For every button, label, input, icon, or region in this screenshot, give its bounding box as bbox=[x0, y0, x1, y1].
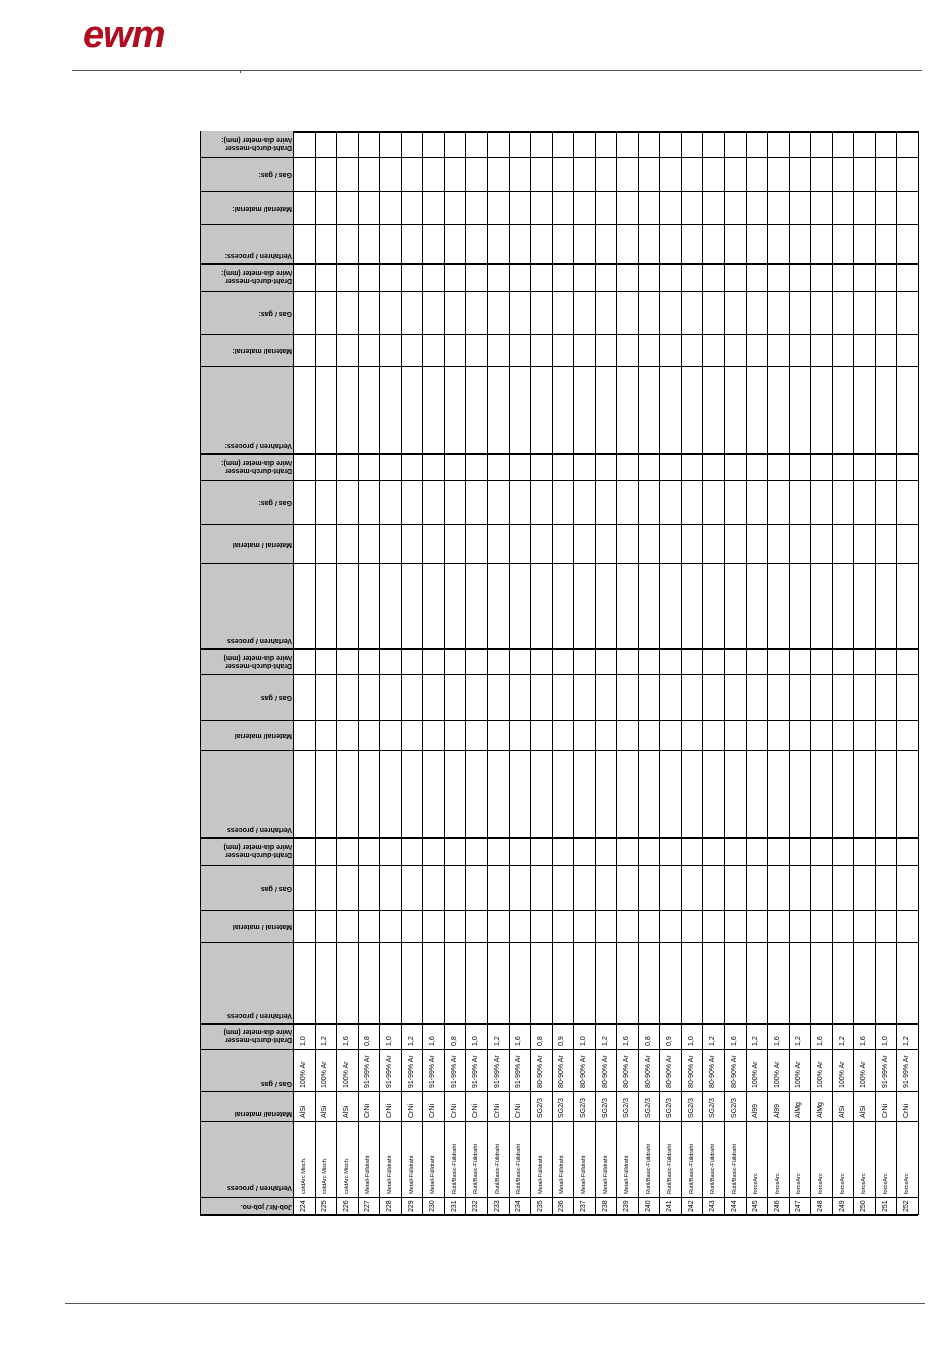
label-gas-line: Gas / gas bbox=[260, 884, 292, 892]
column-line bbox=[659, 131, 660, 1215]
ewm-logo: ewm bbox=[83, 14, 165, 56]
cell-gas: 91-99% Ar bbox=[881, 1055, 889, 1088]
label-column bbox=[200, 131, 293, 1215]
label-material-line: Material / material bbox=[232, 540, 292, 548]
header-rule bbox=[72, 70, 922, 71]
label-wire-diameter-line: /wire dia-meter (mm): bbox=[221, 269, 292, 276]
column-line bbox=[832, 131, 833, 1215]
cell-process: Metall-Fülldraht bbox=[365, 1155, 372, 1194]
label-wire-diameter bbox=[202, 458, 292, 474]
column-line bbox=[379, 131, 380, 1215]
cell-gas: 91-99% Ar bbox=[429, 1055, 437, 1088]
cell-wire: 1,2 bbox=[752, 1036, 760, 1046]
cell-process: Rutil/Basic-Fülldraht bbox=[494, 1143, 501, 1194]
label-process bbox=[202, 636, 292, 644]
cell-material: CrNi bbox=[903, 1104, 911, 1118]
header-rule-tick bbox=[240, 70, 241, 73]
cell-gas: 91-99% Ar bbox=[364, 1055, 372, 1088]
label-material bbox=[202, 731, 292, 739]
cell-material: AlMg bbox=[795, 1102, 803, 1118]
cell-job: 234 bbox=[515, 1200, 523, 1212]
column-line bbox=[465, 131, 466, 1215]
label-wire-diameter-line: /wire dia-meter (mm) bbox=[223, 1028, 292, 1035]
label-material-line: Material/ material: bbox=[232, 347, 292, 354]
label-wire-diameter-line: Draht-durch-messer bbox=[225, 1036, 292, 1043]
column-line bbox=[875, 131, 876, 1215]
cell-job: 230 bbox=[429, 1200, 437, 1212]
cell-material: AlMg bbox=[817, 1102, 825, 1118]
label-process-line: Verfahren / process bbox=[227, 637, 292, 644]
cell-job: 243 bbox=[709, 1200, 717, 1212]
cell-job: 241 bbox=[666, 1200, 674, 1212]
cell-material: CrNi bbox=[493, 1104, 501, 1118]
cell-gas: 80-90% Ar bbox=[558, 1055, 566, 1088]
cell-material: SG2/3 bbox=[579, 1098, 587, 1118]
label-column-left-border bbox=[200, 131, 201, 1215]
cell-wire: 0,8 bbox=[364, 1036, 372, 1046]
label-material-line: Material / material bbox=[232, 923, 292, 930]
cell-wire: 1,2 bbox=[321, 1036, 329, 1046]
label-wire-diameter bbox=[202, 653, 292, 669]
cell-process: Rutil/Basic-Fülldraht bbox=[667, 1143, 674, 1194]
column-line bbox=[918, 131, 919, 1215]
column-line bbox=[487, 131, 488, 1215]
cell-wire: 0,9 bbox=[666, 1036, 674, 1046]
cell-process: coldArc Misch. bbox=[300, 1157, 307, 1194]
cell-process: Rutil/Basic-Fülldraht bbox=[645, 1143, 652, 1194]
cell-gas: 80-90% Ar bbox=[687, 1055, 695, 1088]
cell-material: AlSi bbox=[838, 1105, 846, 1118]
label-process-line: Verfahren / process: bbox=[224, 442, 292, 449]
cell-process: Metall-Fülldraht bbox=[559, 1155, 566, 1194]
cell-job: 238 bbox=[601, 1200, 609, 1212]
cell-wire: 1,6 bbox=[817, 1036, 825, 1046]
cell-material: SG2/3 bbox=[536, 1098, 544, 1118]
cell-gas: 100% Ar bbox=[795, 1061, 803, 1088]
cell-wire: 1,2 bbox=[407, 1036, 415, 1046]
column-line bbox=[810, 131, 811, 1215]
cell-gas: 100% Ar bbox=[860, 1061, 868, 1088]
column-line bbox=[293, 131, 294, 1215]
cell-gas: 80-90% Ar bbox=[579, 1055, 587, 1088]
cell-wire: 1,6 bbox=[860, 1036, 868, 1046]
cell-wire: 1,6 bbox=[515, 1036, 523, 1046]
cell-gas: 100% Ar bbox=[752, 1061, 760, 1088]
cell-wire: 0,9 bbox=[558, 1036, 566, 1046]
cell-process: forceArc bbox=[753, 1173, 760, 1194]
cell-process: Rutil/Basic-Fülldraht bbox=[731, 1143, 738, 1194]
label-material bbox=[202, 922, 292, 930]
cell-job: 233 bbox=[493, 1200, 501, 1212]
cell-job: 228 bbox=[385, 1200, 393, 1212]
cell-gas: 100% Ar bbox=[817, 1061, 825, 1088]
column-line bbox=[638, 131, 639, 1215]
cell-material: Al99 bbox=[752, 1103, 760, 1118]
column-line bbox=[789, 131, 790, 1215]
label-wire-diameter bbox=[202, 1027, 292, 1043]
cell-wire: 1,0 bbox=[687, 1036, 695, 1046]
cell-process: forceArc bbox=[839, 1173, 846, 1194]
label-material bbox=[202, 540, 292, 548]
cell-job: 248 bbox=[817, 1200, 825, 1212]
cell-job: 250 bbox=[860, 1200, 868, 1212]
cell-wire: 0,8 bbox=[644, 1036, 652, 1046]
cell-job: 247 bbox=[795, 1200, 803, 1212]
label-process bbox=[202, 251, 292, 259]
cell-process: Metall-Fülldraht bbox=[580, 1155, 587, 1194]
cell-job: 244 bbox=[730, 1200, 738, 1212]
cell-material: SG2/3 bbox=[623, 1098, 631, 1118]
cell-job: 245 bbox=[752, 1200, 760, 1212]
cell-material: CrNi bbox=[385, 1104, 393, 1118]
cell-wire: 1,2 bbox=[709, 1036, 717, 1046]
column-line bbox=[724, 131, 725, 1215]
column-line bbox=[702, 131, 703, 1215]
cell-material: CrNi bbox=[364, 1104, 372, 1118]
cell-wire: 1,0 bbox=[579, 1036, 587, 1046]
cell-process: forceArc bbox=[796, 1173, 803, 1194]
cell-job: 249 bbox=[838, 1200, 846, 1212]
cell-job: 251 bbox=[881, 1200, 889, 1212]
cell-material: AlSi bbox=[860, 1105, 868, 1118]
cell-gas: 80-90% Ar bbox=[601, 1055, 609, 1088]
cell-process: coldArc Misch. bbox=[343, 1157, 350, 1194]
label-gas-line: Gas / gas: bbox=[258, 499, 292, 506]
label-process bbox=[202, 441, 292, 449]
cell-job: 229 bbox=[407, 1200, 415, 1212]
label-gas bbox=[202, 309, 292, 317]
cell-material: SG2/3 bbox=[644, 1098, 652, 1118]
label-gas bbox=[202, 1079, 292, 1087]
column-line bbox=[444, 131, 445, 1215]
cell-gas: 80-90% Ar bbox=[709, 1055, 717, 1088]
label-gas bbox=[202, 170, 292, 178]
label-wire-diameter-line: /wire dia-meter (mm) bbox=[223, 843, 292, 850]
label-job-no bbox=[202, 1202, 292, 1210]
cell-wire: 0,8 bbox=[450, 1036, 458, 1046]
cell-job: 242 bbox=[687, 1200, 695, 1212]
cell-material: SG2/3 bbox=[709, 1098, 717, 1118]
label-wire-diameter-line: Draht-durch-messer bbox=[225, 662, 292, 669]
label-wire-diameter-line: Draht-durch-messer bbox=[225, 144, 292, 151]
column-line bbox=[853, 131, 854, 1215]
cell-wire: 1,6 bbox=[730, 1036, 738, 1046]
label-gas bbox=[202, 884, 292, 892]
cell-process: forceArc bbox=[882, 1173, 889, 1194]
cell-process: forceArc bbox=[861, 1173, 868, 1194]
column-line bbox=[896, 131, 897, 1215]
cell-job: 252 bbox=[903, 1200, 911, 1212]
cell-material: SG2/3 bbox=[730, 1098, 738, 1118]
cell-gas: 80-90% Ar bbox=[623, 1055, 631, 1088]
label-wire-diameter-line: /wire dia-meter (mm) bbox=[223, 654, 292, 661]
cell-gas: 91-99% Ar bbox=[385, 1055, 393, 1088]
cell-material: SG2/3 bbox=[687, 1098, 695, 1118]
cell-gas: 100% Ar bbox=[299, 1061, 307, 1088]
label-process bbox=[202, 1183, 292, 1191]
cell-process: Metall-Fülldraht bbox=[408, 1155, 415, 1194]
cell-job: 236 bbox=[558, 1200, 566, 1212]
label-gas-line: Gas / gas: bbox=[258, 309, 292, 317]
cell-gas: 91-99% Ar bbox=[450, 1055, 458, 1088]
cell-material: CrNi bbox=[450, 1104, 458, 1118]
column-line bbox=[315, 131, 316, 1215]
cell-material: CrNi bbox=[881, 1104, 889, 1118]
cell-process: forceArc bbox=[904, 1173, 911, 1194]
cell-job: 225 bbox=[321, 1200, 329, 1212]
cell-gas: 91-99% Ar bbox=[493, 1055, 501, 1088]
cell-job: 246 bbox=[773, 1200, 781, 1212]
cell-job: 227 bbox=[364, 1200, 372, 1212]
label-process bbox=[202, 1011, 292, 1019]
column-line bbox=[358, 131, 359, 1215]
cell-process: Rutil/Basic-Fülldraht bbox=[451, 1143, 458, 1194]
label-process-line: Verfahren / process bbox=[227, 1012, 292, 1019]
label-wire-diameter-line: /wire dia-meter (mm): bbox=[221, 459, 292, 466]
column-line bbox=[401, 131, 402, 1215]
cell-gas: 91-99% Ar bbox=[515, 1055, 523, 1088]
label-material-line: Material/ material: bbox=[232, 204, 292, 212]
cell-wire: 1,2 bbox=[903, 1036, 911, 1046]
cell-wire: 1,6 bbox=[623, 1036, 631, 1046]
label-material bbox=[202, 204, 292, 212]
column-line bbox=[509, 131, 510, 1215]
column-line bbox=[422, 131, 423, 1215]
cell-wire: 1,6 bbox=[773, 1036, 781, 1046]
cell-gas: 100% Ar bbox=[342, 1061, 350, 1088]
cell-wire: 1,6 bbox=[429, 1036, 437, 1046]
column-line bbox=[746, 131, 747, 1215]
cell-material: Al99 bbox=[773, 1103, 781, 1118]
label-process-line: Verfahren / process bbox=[227, 1184, 292, 1191]
job-table bbox=[200, 131, 918, 1215]
cell-wire: 0,8 bbox=[536, 1036, 544, 1046]
cell-job: 235 bbox=[536, 1200, 544, 1212]
cell-process: Metall-Fülldraht bbox=[602, 1155, 609, 1194]
label-material bbox=[202, 346, 292, 354]
cell-gas: 91-99% Ar bbox=[903, 1055, 911, 1088]
cell-process: Metall-Fülldraht bbox=[624, 1155, 631, 1194]
cell-material: SG2/3 bbox=[666, 1098, 674, 1118]
cell-gas: 80-90% Ar bbox=[730, 1055, 738, 1088]
cell-gas: 80-90% Ar bbox=[666, 1055, 674, 1088]
footer-rule bbox=[65, 1303, 925, 1304]
cell-job: 226 bbox=[342, 1200, 350, 1212]
label-gas bbox=[202, 693, 292, 701]
cell-wire: 1,2 bbox=[795, 1036, 803, 1046]
cell-process: forceArc bbox=[818, 1173, 825, 1194]
column-line bbox=[552, 131, 553, 1215]
cell-job: 240 bbox=[644, 1200, 652, 1212]
label-job-no-line: Job-Nr./ job-no. bbox=[240, 1203, 292, 1210]
label-gas-line: Gas / gas bbox=[260, 694, 292, 701]
cell-process: Rutil/Basic-Fülldraht bbox=[516, 1143, 523, 1194]
cell-gas: 91-99% Ar bbox=[407, 1055, 415, 1088]
column-line bbox=[573, 131, 574, 1215]
label-gas bbox=[202, 498, 292, 506]
column-line bbox=[336, 131, 337, 1215]
cell-process: Metall-Fülldraht bbox=[537, 1155, 544, 1194]
table-top-border bbox=[293, 131, 918, 133]
label-wire-diameter bbox=[202, 842, 292, 858]
cell-wire: 1,2 bbox=[838, 1036, 846, 1046]
cell-material: AlSi bbox=[321, 1105, 329, 1118]
label-process bbox=[202, 825, 292, 833]
cell-material: CrNi bbox=[407, 1104, 415, 1118]
cell-material: CrNi bbox=[515, 1104, 523, 1118]
cell-gas: 100% Ar bbox=[321, 1061, 329, 1088]
label-gas-line: Gas / gas bbox=[260, 1080, 292, 1087]
cell-process: Metall-Fülldraht bbox=[386, 1155, 393, 1194]
label-gas-line: Gas / gas: bbox=[258, 171, 292, 178]
cell-material: SG2/3 bbox=[601, 1098, 609, 1118]
cell-material: AlSi bbox=[299, 1105, 307, 1118]
cell-gas: 80-90% Ar bbox=[644, 1055, 652, 1088]
cell-wire: 1,0 bbox=[472, 1036, 480, 1046]
cell-process: Metall-Fülldraht bbox=[430, 1155, 437, 1194]
cell-process: Rutil/Basic-Fülldraht bbox=[473, 1143, 480, 1194]
cell-process: Rutil/Basic-Fülldraht bbox=[688, 1143, 695, 1194]
cell-gas: 91-99% Ar bbox=[472, 1055, 480, 1088]
cell-material: CrNi bbox=[429, 1104, 437, 1118]
cell-job: 239 bbox=[623, 1200, 631, 1212]
label-wire-diameter bbox=[202, 135, 292, 151]
column-line bbox=[681, 131, 682, 1215]
label-material-line: Material/ material bbox=[234, 732, 292, 739]
cell-process: coldArc Misch. bbox=[322, 1157, 329, 1194]
cell-gas: 80-90% Ar bbox=[536, 1055, 544, 1088]
cell-wire: 1,2 bbox=[601, 1036, 609, 1046]
cell-material: CrNi bbox=[472, 1104, 480, 1118]
cell-wire: 1,2 bbox=[493, 1036, 501, 1046]
label-material-line: Material/ material bbox=[234, 1110, 292, 1117]
cell-process: Rutil/Basic-Fülldraht bbox=[710, 1143, 717, 1194]
cell-job: 231 bbox=[450, 1200, 458, 1212]
column-line bbox=[616, 131, 617, 1215]
cell-wire: 1,0 bbox=[299, 1036, 307, 1046]
cell-job: 232 bbox=[472, 1200, 480, 1212]
cell-wire: 1,6 bbox=[342, 1036, 350, 1046]
column-line bbox=[767, 131, 768, 1215]
cell-job: 224 bbox=[299, 1200, 307, 1212]
label-process-line: Verfahren / process bbox=[227, 826, 292, 833]
cell-process: forceArc bbox=[774, 1173, 781, 1194]
label-wire-diameter-line: Draht-durch-messer bbox=[225, 277, 292, 284]
cell-material: SG2/3 bbox=[558, 1098, 566, 1118]
label-process-line: Verfahren / process: bbox=[224, 252, 292, 259]
cell-gas: 100% Ar bbox=[773, 1061, 781, 1088]
cell-wire: 1,0 bbox=[881, 1036, 889, 1046]
column-line bbox=[530, 131, 531, 1215]
cell-job: 237 bbox=[579, 1200, 587, 1212]
label-wire-diameter-line: Draht-durch-messer bbox=[225, 467, 292, 474]
cell-gas: 100% Ar bbox=[838, 1061, 846, 1088]
column-line bbox=[595, 131, 596, 1215]
cell-wire: 1,0 bbox=[385, 1036, 393, 1046]
label-wire-diameter-line: /wire dia-meter (mm): bbox=[221, 136, 292, 143]
cell-material: AlSi bbox=[342, 1105, 350, 1118]
label-wire-diameter bbox=[202, 268, 292, 284]
label-wire-diameter-line: Draht-durch-messer bbox=[225, 851, 292, 858]
label-material bbox=[202, 1109, 292, 1117]
